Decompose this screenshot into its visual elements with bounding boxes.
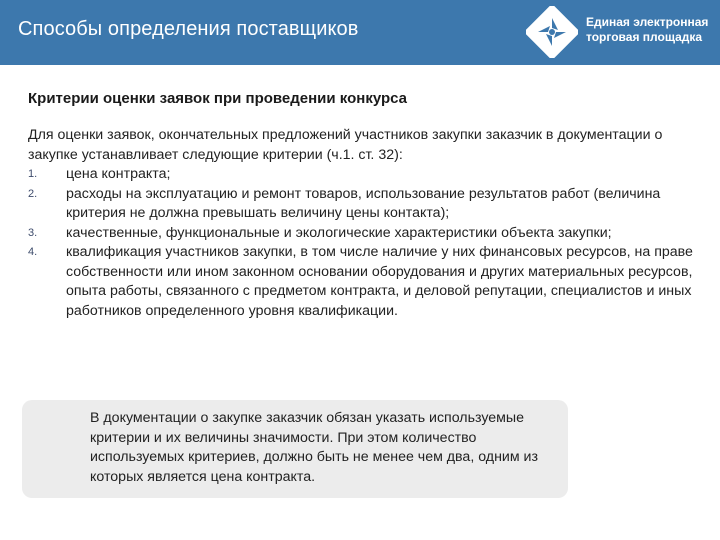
list-item (28, 224, 712, 244)
list-number: 3. (28, 226, 38, 239)
list-item-text: цена контракта; (66, 166, 171, 182)
diamond-logo-icon (526, 6, 578, 58)
logo-line-1: Единая электронная (586, 15, 709, 29)
criteria-list (28, 165, 712, 321)
note-box (22, 400, 568, 498)
list-item (28, 185, 712, 224)
logo-line-2: торговая площадка (586, 30, 703, 44)
list-number: 4. (28, 246, 38, 258)
list-item-text: качественные, функциональные и экологические характеристики объекта закупки; (66, 224, 612, 241)
intro-text: Для оценки заявок, окончательных предложений участников закупки заказчик в документации о закупке устанавливает следующие критерии (ч.1. ст. 32): (28, 127, 663, 163)
list-number: 2. (28, 187, 38, 200)
header-bar (0, 0, 720, 65)
logo-text (586, 15, 708, 45)
list-item-text: квалификация участников закупки, в том числе наличие у них финансовых ресурсов, на праве собственности или ином законном основании оборудования и других материальных ресурсов, опыта работы, связанного с предметом контракта, и деловой репутации, специалистов и иных работников определенного уровня квалификации. (66, 244, 693, 319)
page-title: Способы определения поставщиков (18, 18, 359, 40)
logo (526, 6, 716, 58)
note-text: В документации о закупке заказчик обязан указать используемые критерии и их величины значимости. При этом количество используемых критериев, должно быть не менее чем два, одним из которых является цена контракта. (90, 410, 538, 485)
section-heading: Критерии оценки заявок при проведении конкурса (28, 90, 408, 107)
list-item (28, 243, 712, 321)
list-item-text: расходы на эксплуатацию и ремонт товаров, использование результатов работ (величина критерия не должна превышать величину цены контакта); (66, 185, 661, 221)
intro-paragraph (28, 126, 708, 165)
list-number: 1. (28, 168, 38, 180)
list-item (28, 165, 712, 185)
